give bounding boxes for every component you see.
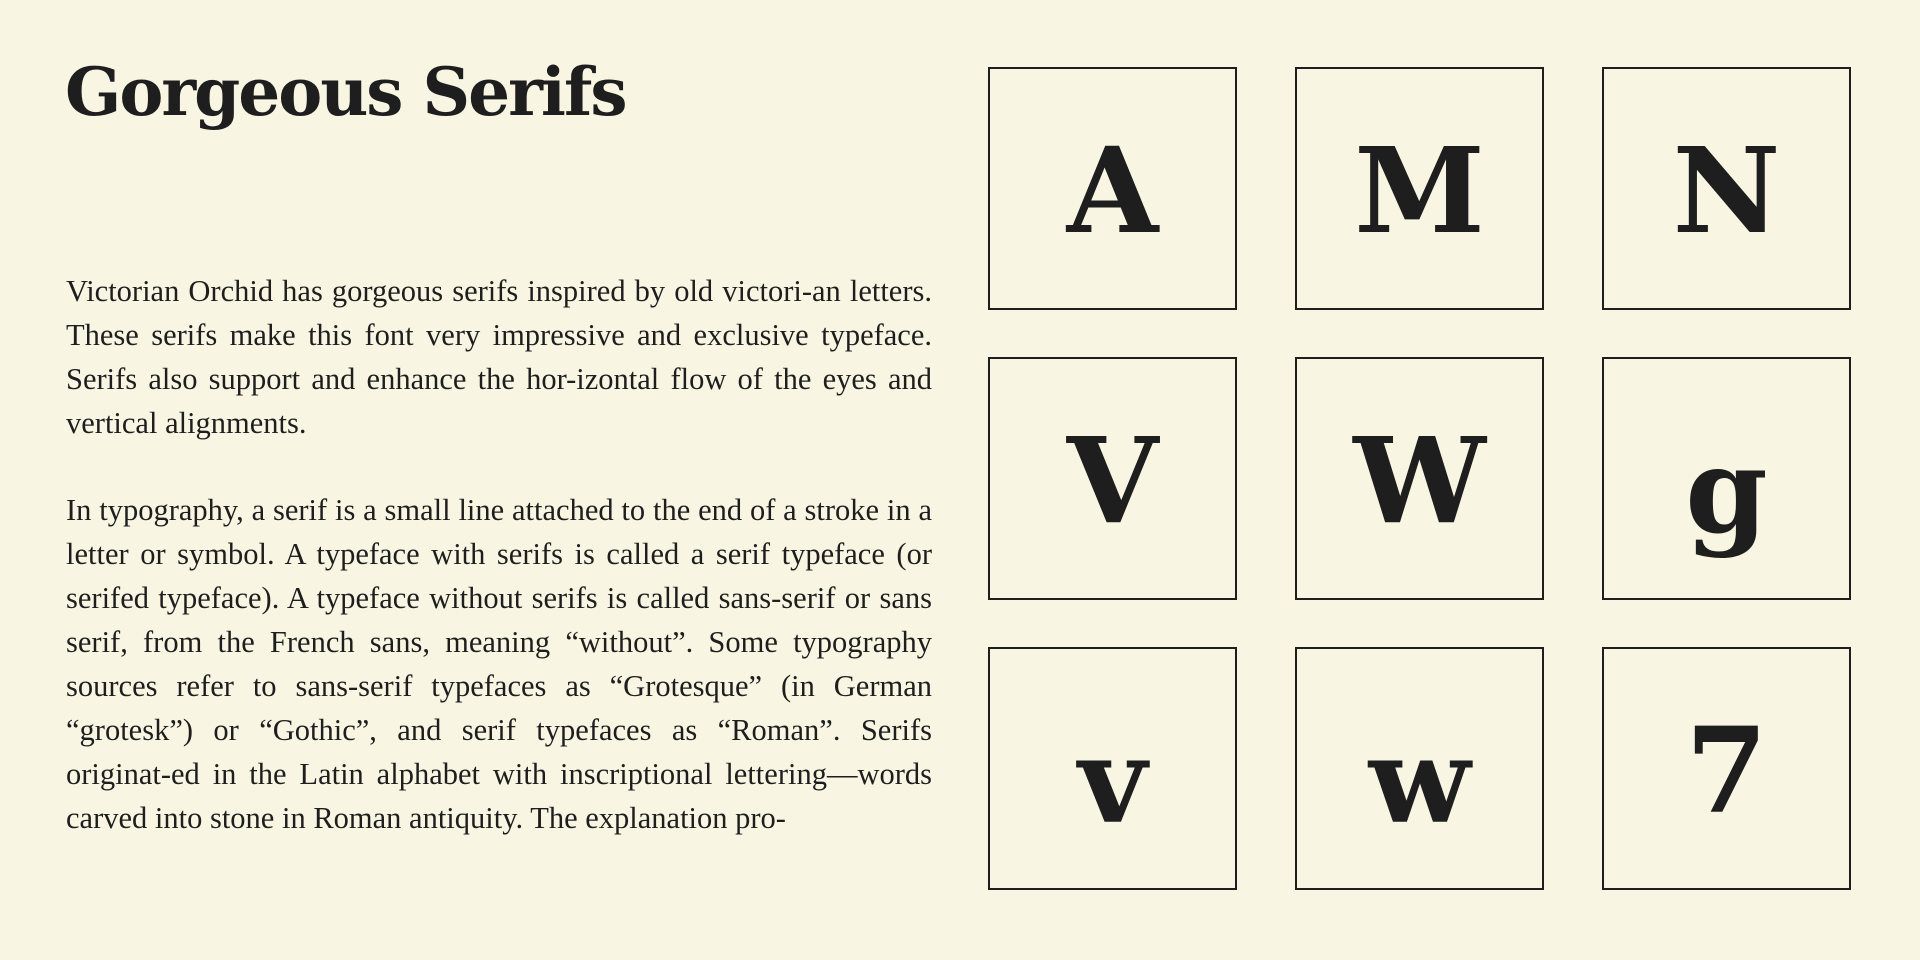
page-title: Gorgeous Serifs xyxy=(65,53,626,131)
glyph-tile-uppercase-m xyxy=(1295,67,1544,310)
serif-definition-paragraph: In typography, a serif is a small line attached to the end of a stroke in a letter or symbol. A typeface with serifs is called a serif typeface (or serifed typeface). A typeface without serifs is called sans-serif or sans serif, from the French sans, meaning “without”. Some typography sources refer to sans-serif typefaces as “Grotesque” (in German “grotesk”) or “Gothic”, and serif typefaces as “Roman”. Serifs originat-ed in the Latin alphabet with inscriptional lettering—words carved into stone in Roman antiquity. The explanation pro- xyxy=(66,493,932,835)
glyph-lowercase-g: g xyxy=(1685,420,1768,560)
glyph-tile-uppercase-n xyxy=(1602,67,1851,310)
glyph-tile-lowercase-v xyxy=(988,647,1237,890)
glyph-lowercase-v: v xyxy=(1078,710,1147,850)
glyph-uppercase-v: V xyxy=(1066,410,1159,550)
intro-paragraph: Victorian Orchid has gorgeous serifs inspired by old victori-an letters. These serifs make this font very impressive and exclusive typeface. Serifs also support and enhance the hor-izontal flow of the eyes and vertical alignments. xyxy=(66,274,932,440)
glyph-tile-lowercase-w xyxy=(1295,647,1544,890)
glyph-tile-digit-seven xyxy=(1602,647,1851,890)
glyph-tile-lowercase-g xyxy=(1602,357,1851,600)
glyph-tile-uppercase-v xyxy=(988,357,1237,600)
glyph-tile-uppercase-w xyxy=(1295,357,1544,600)
glyph-uppercase-a: A xyxy=(1066,120,1159,260)
glyph-lowercase-w: w xyxy=(1368,710,1471,850)
glyph-uppercase-w: W xyxy=(1353,410,1486,550)
glyph-uppercase-m: M xyxy=(1354,120,1485,260)
glyph-tile-uppercase-a xyxy=(988,67,1237,310)
glyph-uppercase-n: N xyxy=(1672,120,1781,260)
glyph-digit-seven: 7 xyxy=(1685,700,1768,840)
